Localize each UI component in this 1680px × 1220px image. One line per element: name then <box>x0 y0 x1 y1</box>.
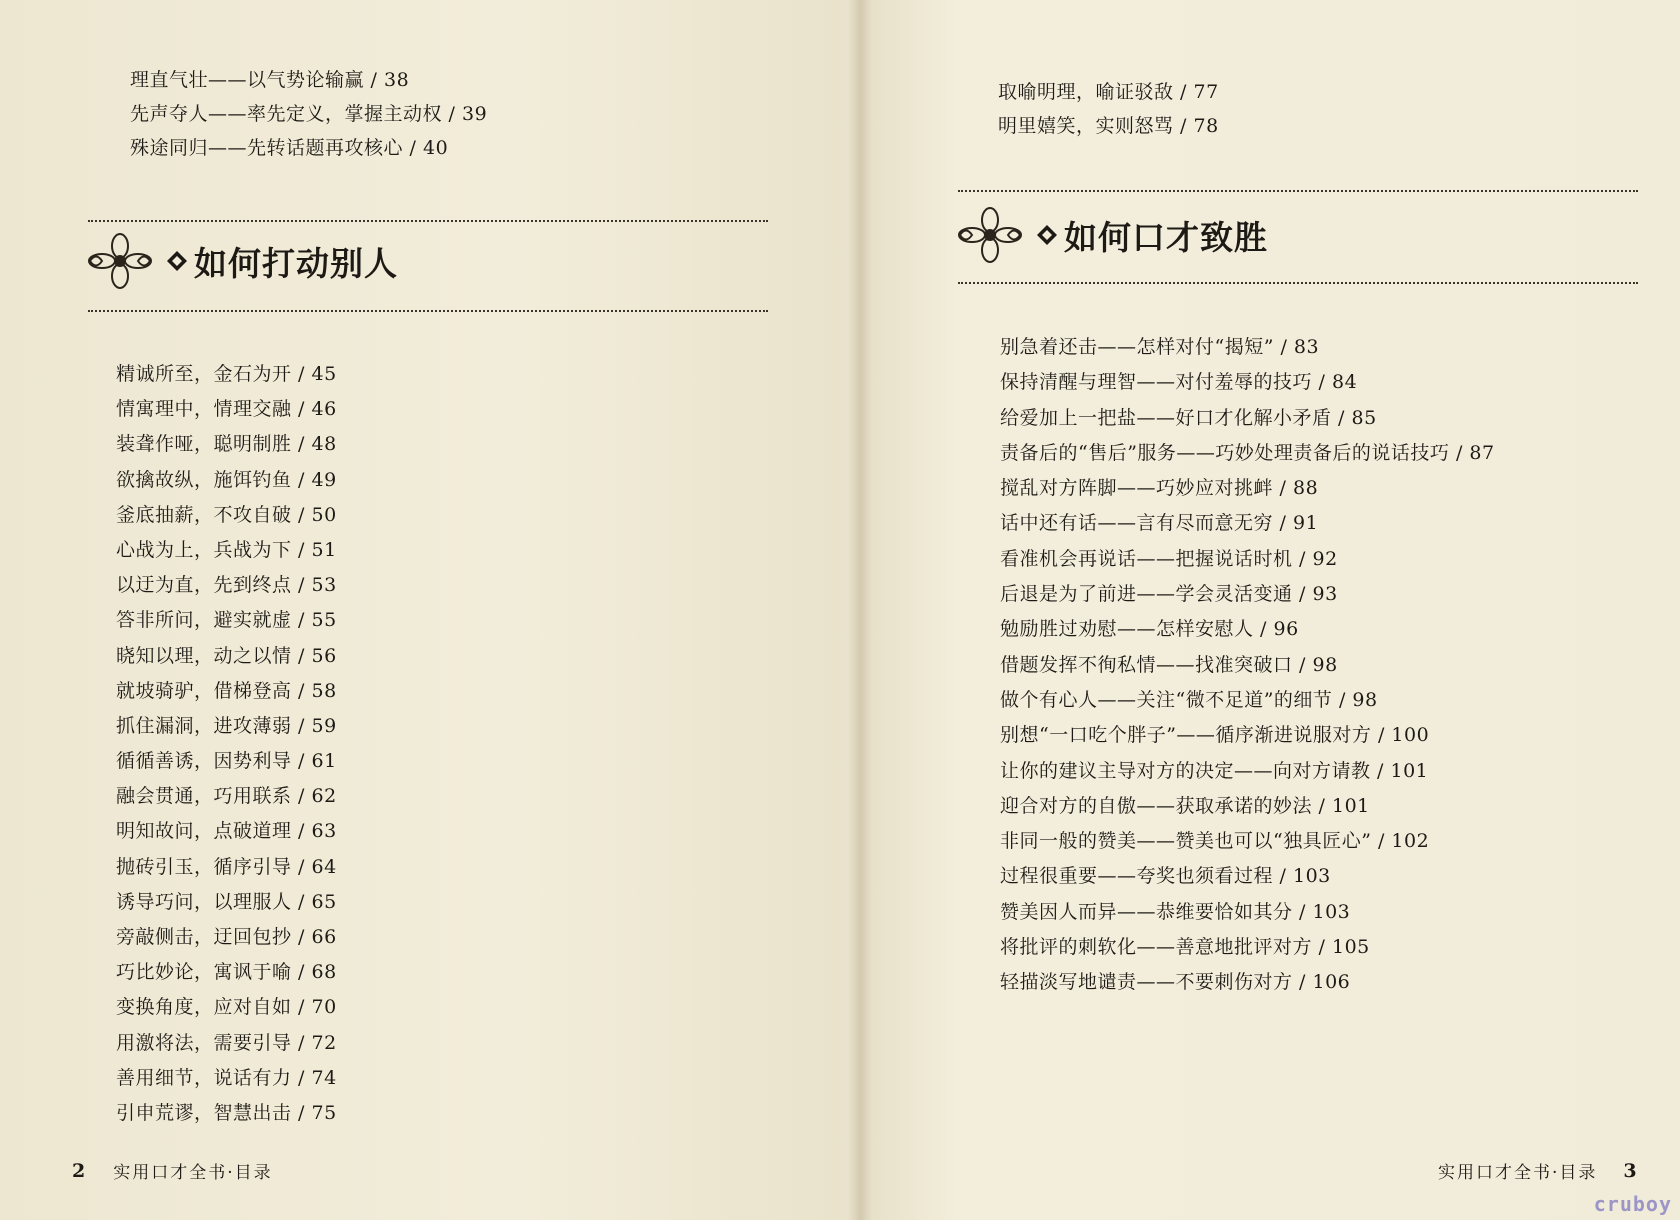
toc-item[interactable]: 诱导巧问，以理服人 / 65 <box>116 890 337 913</box>
toc-item[interactable]: 取喻明理，喻证驳敌 / 77 <box>998 81 1219 103</box>
toc-item[interactable]: 过程很重要——夸奖也须看过程 / 103 <box>1000 865 1331 888</box>
toc-item[interactable]: 明知故问，点破道理 / 63 <box>116 820 337 843</box>
floral-ornament-icon <box>86 230 154 292</box>
toc-item[interactable]: 殊途同归——先转话题再攻核心 / 40 <box>130 137 449 159</box>
footer-title: 实用口才全书·目录 <box>1438 1163 1598 1183</box>
toc-item[interactable]: 心战为上，兵战为下 / 51 <box>116 538 337 561</box>
diamond-bullet-icon <box>1036 224 1058 246</box>
toc-item[interactable]: 善用细节，说话有力 / 74 <box>116 1066 337 1089</box>
toc-item[interactable]: 欲擒故纵，施饵钓鱼 / 49 <box>116 468 337 491</box>
right-main-toc <box>1000 330 1495 1001</box>
toc-item[interactable]: 搅乱对方阵脚——巧妙应对挑衅 / 88 <box>1000 477 1319 500</box>
toc-item[interactable]: 理直气壮——以气势论输赢 / 38 <box>130 69 410 91</box>
toc-item[interactable]: 非同一般的赞美——赞美也可以“独具匠心” / 102 <box>1000 830 1430 853</box>
section-divider-bottom <box>88 310 768 312</box>
toc-item[interactable]: 做个有心人——关注“微不足道”的细节 / 98 <box>1000 688 1378 711</box>
toc-item[interactable]: 釜底抽薪，不攻自破 / 50 <box>116 503 337 526</box>
toc-item[interactable]: 保持清醒与理智——对付羞辱的技巧 / 84 <box>1000 371 1358 394</box>
page-number: 2 <box>72 1159 88 1182</box>
toc-item[interactable]: 话中还有话——言有尽而意无穷 / 91 <box>1000 512 1319 535</box>
toc-item[interactable]: 迎合对方的自傲——获取承诺的妙法 / 101 <box>1000 794 1370 817</box>
section-divider-top <box>88 220 768 222</box>
toc-item[interactable]: 抛砖引玉，循序引导 / 64 <box>116 855 337 878</box>
toc-item[interactable]: 旁敲侧击，迂回包抄 / 66 <box>116 926 337 948</box>
section-title: 如何口才致胜 <box>1064 217 1268 257</box>
toc-item[interactable]: 巧比妙论，寓讽于喻 / 68 <box>116 961 337 984</box>
toc-item[interactable]: 情寓理中，情理交融 / 46 <box>116 398 337 421</box>
toc-item[interactable]: 变换角度，应对自如 / 70 <box>116 996 337 1019</box>
toc-item[interactable]: 先声夺人——率先定义，掌握主动权 / 39 <box>130 103 488 125</box>
toc-item[interactable]: 装聋作哑，聪明制胜 / 48 <box>116 433 337 456</box>
right-top-toc <box>998 75 1219 143</box>
toc-item[interactable]: 就坡骑驴，借梯登高 / 58 <box>116 679 337 702</box>
page-number: 3 <box>1623 1159 1639 1182</box>
section-heading-left <box>86 230 398 292</box>
toc-item[interactable]: 别想“一口吃个胖子”——循序渐进说服对方 / 100 <box>1000 724 1430 747</box>
book-spine-shadow <box>848 0 872 1220</box>
toc-item[interactable]: 将批评的刺软化——善意地批评对方 / 105 <box>1000 936 1370 959</box>
right-page <box>860 0 1680 1220</box>
toc-item[interactable]: 抓住漏洞，进攻薄弱 / 59 <box>116 714 337 737</box>
page-footer-right <box>1438 1158 1639 1183</box>
left-main-toc <box>116 357 337 1131</box>
toc-item[interactable]: 用激将法，需要引导 / 72 <box>116 1031 337 1054</box>
page-footer-left <box>72 1158 273 1183</box>
watermark-text: cruboy <box>1593 1192 1672 1216</box>
toc-item[interactable]: 后退是为了前进——学会灵活变通 / 93 <box>1000 583 1338 606</box>
toc-item[interactable]: 赞美因人而异——恭维要恰如其分 / 103 <box>1000 900 1351 923</box>
toc-item[interactable]: 融会贯通，巧用联系 / 62 <box>116 785 337 808</box>
section-heading-right <box>956 204 1268 266</box>
toc-item[interactable]: 明里嬉笑，实则怒骂 / 78 <box>998 115 1219 137</box>
toc-item[interactable]: 勉励胜过劝慰——怎样安慰人 / 96 <box>1000 618 1299 641</box>
section-divider-bottom <box>958 282 1638 284</box>
toc-item[interactable]: 循循善诱，因势利导 / 61 <box>116 750 337 773</box>
toc-item[interactable]: 以迂为直，先到终点 / 53 <box>116 574 337 597</box>
toc-item[interactable]: 借题发挥不徇私情——找准突破口 / 98 <box>1000 653 1338 676</box>
toc-item[interactable]: 轻描淡写地谴责——不要刺伤对方 / 106 <box>1000 971 1351 994</box>
toc-item[interactable]: 精诚所至，金石为开 / 45 <box>116 363 337 385</box>
floral-ornament-icon <box>956 204 1024 266</box>
section-divider-top <box>958 190 1638 192</box>
toc-item[interactable]: 给爱加上一把盐——好口才化解小矛盾 / 85 <box>1000 406 1377 429</box>
footer-title: 实用口才全书·目录 <box>113 1163 273 1183</box>
toc-item[interactable]: 让你的建议主导对方的决定——向对方请教 / 101 <box>1000 759 1429 782</box>
toc-item[interactable]: 责备后的“售后”服务——巧妙处理责备后的说话技巧 / 87 <box>1000 441 1495 464</box>
toc-item[interactable]: 晓知以理，动之以情 / 56 <box>116 644 337 667</box>
toc-item[interactable]: 别急着还击——怎样对付“揭短” / 83 <box>1000 336 1320 358</box>
section-title: 如何打动别人 <box>194 243 398 283</box>
toc-item[interactable]: 引申荒谬，智慧出击 / 75 <box>116 1101 337 1124</box>
toc-item[interactable]: 看准机会再说话——把握说话时机 / 92 <box>1000 547 1338 570</box>
toc-item[interactable]: 答非所问，避实就虚 / 55 <box>116 609 337 632</box>
left-top-toc <box>130 63 487 165</box>
diamond-bullet-icon <box>166 250 188 272</box>
